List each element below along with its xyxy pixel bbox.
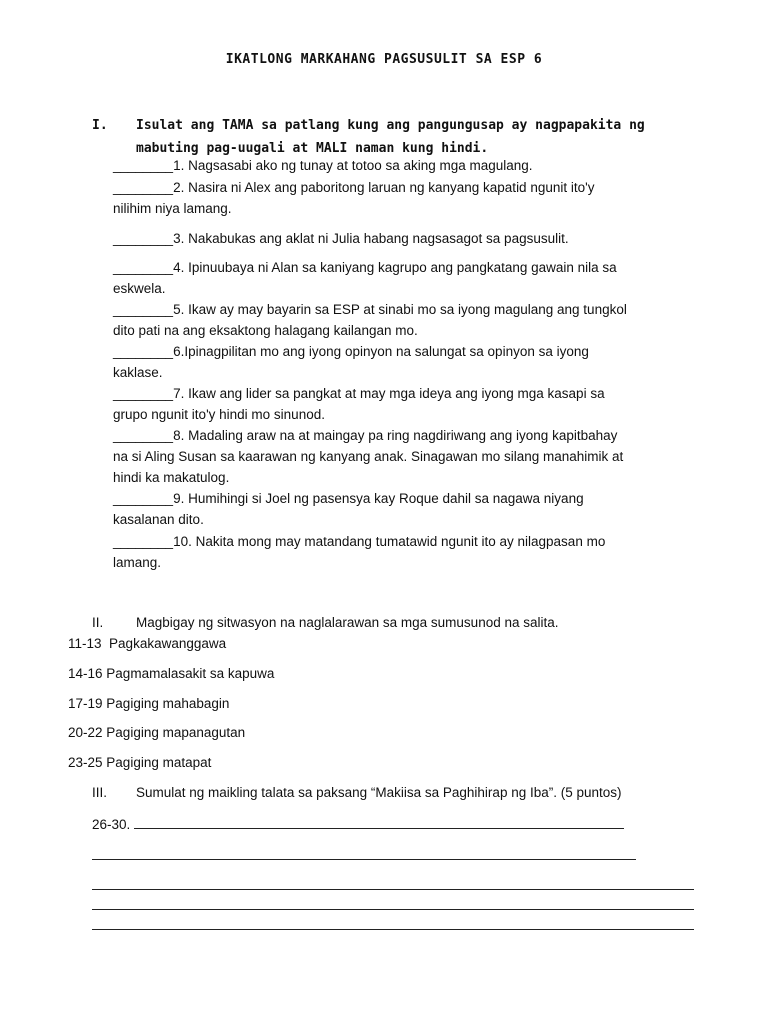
section1-number: I. bbox=[92, 118, 108, 133]
list-item: 23-25 Pagiging matapat bbox=[68, 755, 212, 770]
list-item: ________6.Ipinagpilitan mo ang iyong opinyon na salungat sa opinyon sa iyong kaklase. bbox=[113, 344, 589, 380]
answer-label: 26-30. bbox=[92, 817, 131, 832]
list-item: ________10. Nakita mong may matandang tumatawid ngunit ito ay nilagpasan mo lamang. bbox=[113, 534, 606, 570]
section3-number: III. bbox=[92, 785, 108, 800]
list-item: 14-16 Pagmamalasakit sa kapuwa bbox=[68, 666, 275, 681]
answer-blank[interactable]: ________ bbox=[113, 428, 174, 443]
list-item: ________2. Nasira ni Alex ang paboritong laruan ng kanyang kapatid ngunit ito'y nilihim niya lamang. bbox=[113, 180, 595, 216]
list-item: ________4. Ipinuubaya ni Alan sa kaniyang kagrupo ang pangkatang gawain nila sa eskwela. bbox=[113, 260, 617, 296]
list-item: ________5. Ikaw ay may bayarin sa ESP at sinabi mo sa iyong magulang ang tungkol dito pati na ang eksaktong halagang kailangan mo. bbox=[113, 302, 627, 338]
list-item: 11-13 Pagkakawanggawa bbox=[68, 636, 227, 651]
list-item: ________3. Nakabukas ang aklat ni Julia habang nagsasagot sa pagsusulit. bbox=[113, 231, 569, 246]
list-item: ________8. Madaling araw na at maingay pa ring nagdiriwang ang iyong kapitbahay na si Aling Susan sa kaarawan ng kanyang anak. Sinagawan mo silang manahimik at hindi ka makatulog. bbox=[113, 428, 624, 485]
answer-blank[interactable]: ________ bbox=[113, 180, 174, 195]
answer-blank[interactable]: ________ bbox=[113, 344, 174, 359]
list-item: 17-19 Pagiging mahabagin bbox=[68, 696, 230, 711]
list-item: 20-22 Pagiging mapanagutan bbox=[68, 725, 246, 740]
section3-instruction: III. Sumulat ng maikling talata sa paksang “Makiisa sa Paghihirap ng Iba”. (5 puntos) bbox=[92, 782, 732, 803]
section1-instruction-line2: mabuting pag-uugali at MALI naman kung hindi. bbox=[136, 141, 489, 156]
answer-line[interactable] bbox=[92, 909, 694, 910]
list-item: ________7. Ikaw ang lider sa pangkat at may mga ideya ang iyong mga kasapi sa grupo ngunit ito'y hindi mo sinunod. bbox=[113, 386, 605, 422]
answer-blank[interactable]: ________ bbox=[113, 302, 174, 317]
answer-blank[interactable]: ________ bbox=[113, 534, 174, 549]
section1-instruction bbox=[92, 114, 672, 160]
answer-line[interactable] bbox=[92, 929, 694, 930]
section2-instruction: II. Magbigay ng sitwasyon na naglalarawan sa mga sumusunod na salita. bbox=[92, 612, 692, 633]
answer-blank[interactable]: ________ bbox=[113, 260, 174, 275]
answer-row bbox=[92, 814, 624, 835]
answer-blank[interactable]: ________ bbox=[113, 158, 174, 173]
section1-instruction-line1: Isulat ang TAMA sa patlang kung ang pangungusap ay nagpapakita ng bbox=[136, 118, 645, 133]
answer-line[interactable] bbox=[134, 814, 624, 829]
answer-blank[interactable]: ________ bbox=[113, 231, 174, 246]
section2-number: II. bbox=[92, 615, 104, 630]
page-title: IKATLONG MARKAHANG PAGSUSULIT SA ESP 6 bbox=[225, 52, 543, 67]
answer-line[interactable] bbox=[92, 859, 636, 860]
answer-blank[interactable]: ________ bbox=[113, 491, 174, 506]
list-item: ________9. Humihingi si Joel ng pasensya kay Roque dahil sa nagawa niyang kasalanan dito. bbox=[113, 491, 584, 527]
list-item: ________1. Nagsasabi ako ng tunay at totoo sa aking mga magulang. bbox=[113, 158, 533, 173]
answer-blank[interactable]: ________ bbox=[113, 386, 174, 401]
answer-line[interactable] bbox=[92, 889, 694, 890]
